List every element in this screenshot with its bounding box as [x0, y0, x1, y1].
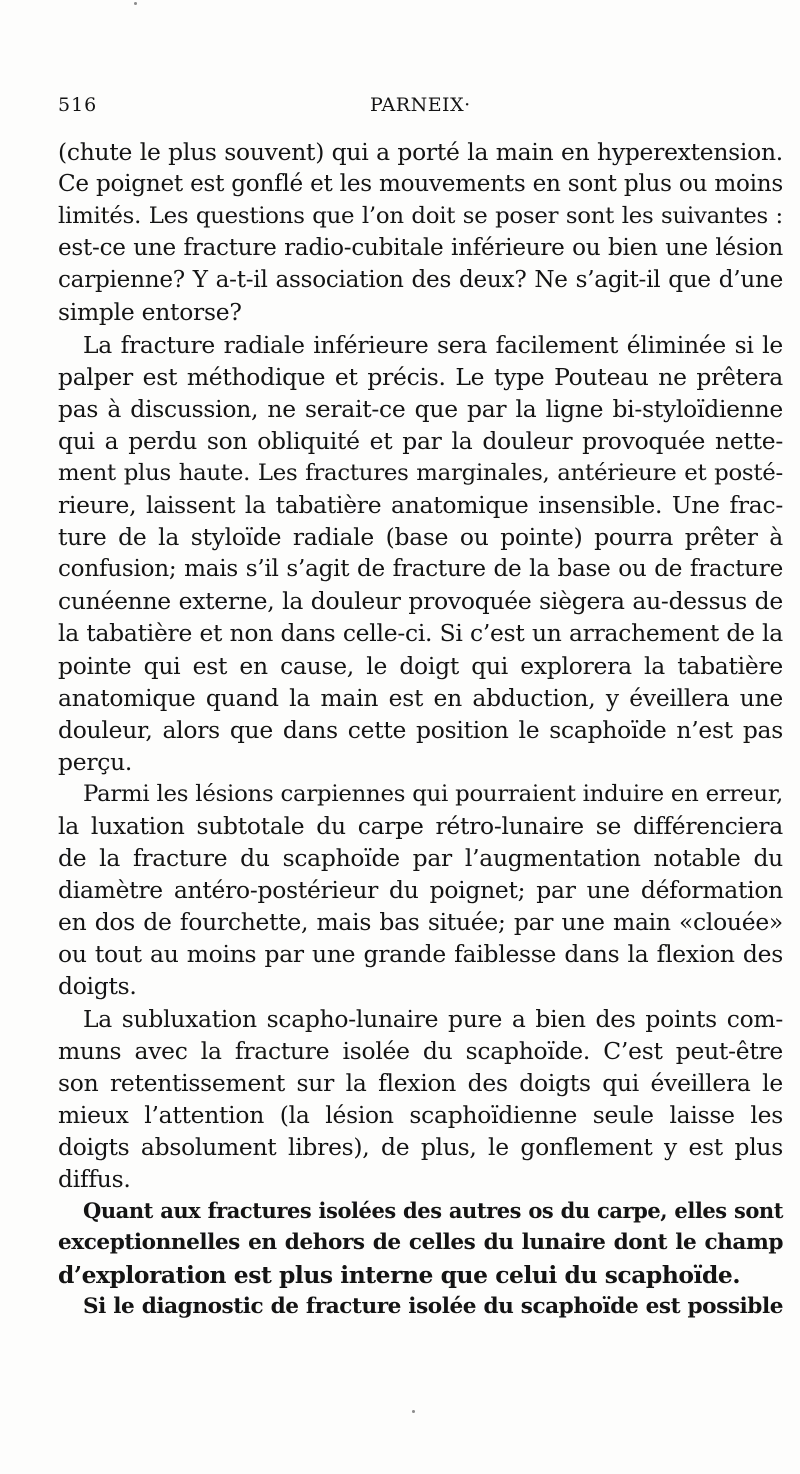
- page-number: 516: [58, 94, 98, 116]
- text-line: simple entorse?: [58, 298, 242, 327]
- text-line: mieux l’attention (la lésion scaphoïdienne seule laisse les: [58, 1100, 783, 1129]
- text-line: qui a perdu son obliquité et par la douleur provoquée nette-: [58, 426, 783, 455]
- text-line: anatomique quand la main est en abduction, y éveillera une: [58, 683, 783, 712]
- text-line: d’exploration est plus interne que celui du scaphoïde.: [58, 1261, 741, 1290]
- text-line: la tabatière et non dans celle-ci. Si c’est un arrachement de la: [58, 619, 783, 648]
- text-line: ou tout au moins par une grande faiblesse dans la flexion des: [58, 940, 783, 969]
- text-line: en dos de fourchette, mais bas située; par une main «clouée»: [58, 908, 783, 937]
- text-line: ment plus haute. Les fractures marginales, antérieure et posté-: [58, 459, 783, 486]
- text-line: de la fracture du scaphoïde par l’augmentation notable du: [58, 844, 783, 873]
- text-line: perçu.: [58, 747, 133, 776]
- text-line: limités. Les questions que l’on doit se poser sont les suivantes :: [58, 203, 783, 230]
- text-line: pointe qui est en cause, le doigt qui explorera la tabatière: [58, 651, 783, 680]
- body-text: [58, 136, 783, 1323]
- text-line: (chute le plus souvent) qui a porté la main en hyperextension.: [58, 138, 783, 166]
- text-line: son retentissement sur la flexion des doigts qui éveillera le: [58, 1068, 783, 1097]
- text-line: est-ce une fracture radio-cubitale inférieure ou bien une lésion: [58, 235, 783, 262]
- print-speck: [412, 1410, 415, 1413]
- print-speck: [134, 2, 137, 5]
- text-line: palper est méthodique et précis. Le type Pouteau ne prêtera: [58, 362, 783, 391]
- text-line: Si le diagnostic de fracture isolée du scaphoïde est possible: [83, 1294, 783, 1320]
- running-head: [58, 94, 752, 124]
- text-line: douleur, alors que dans cette position le scaphoïde n’est pas: [58, 715, 783, 744]
- text-line: diamètre antéro-postérieur du poignet; par une déformation: [58, 876, 783, 905]
- text-line: rieure, laissent la tabatière anatomique insensible. Une frac-: [58, 491, 783, 520]
- running-title: PARNEIX·: [370, 94, 471, 116]
- text-line: Quant aux fractures isolées des autres os du carpe, elles sont: [83, 1198, 783, 1224]
- text-line: muns avec la fracture isolée du scaphoïde. C’est peut-être: [58, 1036, 783, 1065]
- text-line: La subluxation scapho-lunaire pure a bien des points com-: [83, 1004, 783, 1033]
- text-line: Parmi les lésions carpiennes qui pourraient induire en erreur,: [83, 780, 783, 807]
- text-line: ture de la styloïde radiale (base ou pointe) pourra prêter à: [58, 523, 783, 552]
- text-line: confusion; mais s’il s’agit de fracture de la base ou de fracture: [58, 556, 783, 583]
- text-line: doigts.: [58, 972, 137, 1001]
- text-line: carpienne? Y a-t-il association des deux? Ne s’agit-il que d’une: [58, 267, 783, 294]
- text-line: exceptionnelles en dehors de celles du lunaire dont le champ: [58, 1230, 783, 1256]
- text-line: La fracture radiale inférieure sera facilement éliminée si le: [83, 330, 783, 359]
- text-line: diffus.: [58, 1165, 131, 1193]
- text-line: doigts absolument libres), de plus, le gonflement y est plus: [58, 1132, 783, 1161]
- text-line: cunéenne externe, la douleur provoquée siègera au-dessus de: [58, 587, 783, 616]
- text-line: Ce poignet est gonflé et les mouvements en sont plus ou moins: [58, 171, 783, 198]
- text-line: pas à discussion, ne serait-ce que par la ligne bi-styloïdienne: [58, 394, 783, 423]
- text-line: la luxation subtotale du carpe rétro-lunaire se différenciera: [58, 811, 783, 840]
